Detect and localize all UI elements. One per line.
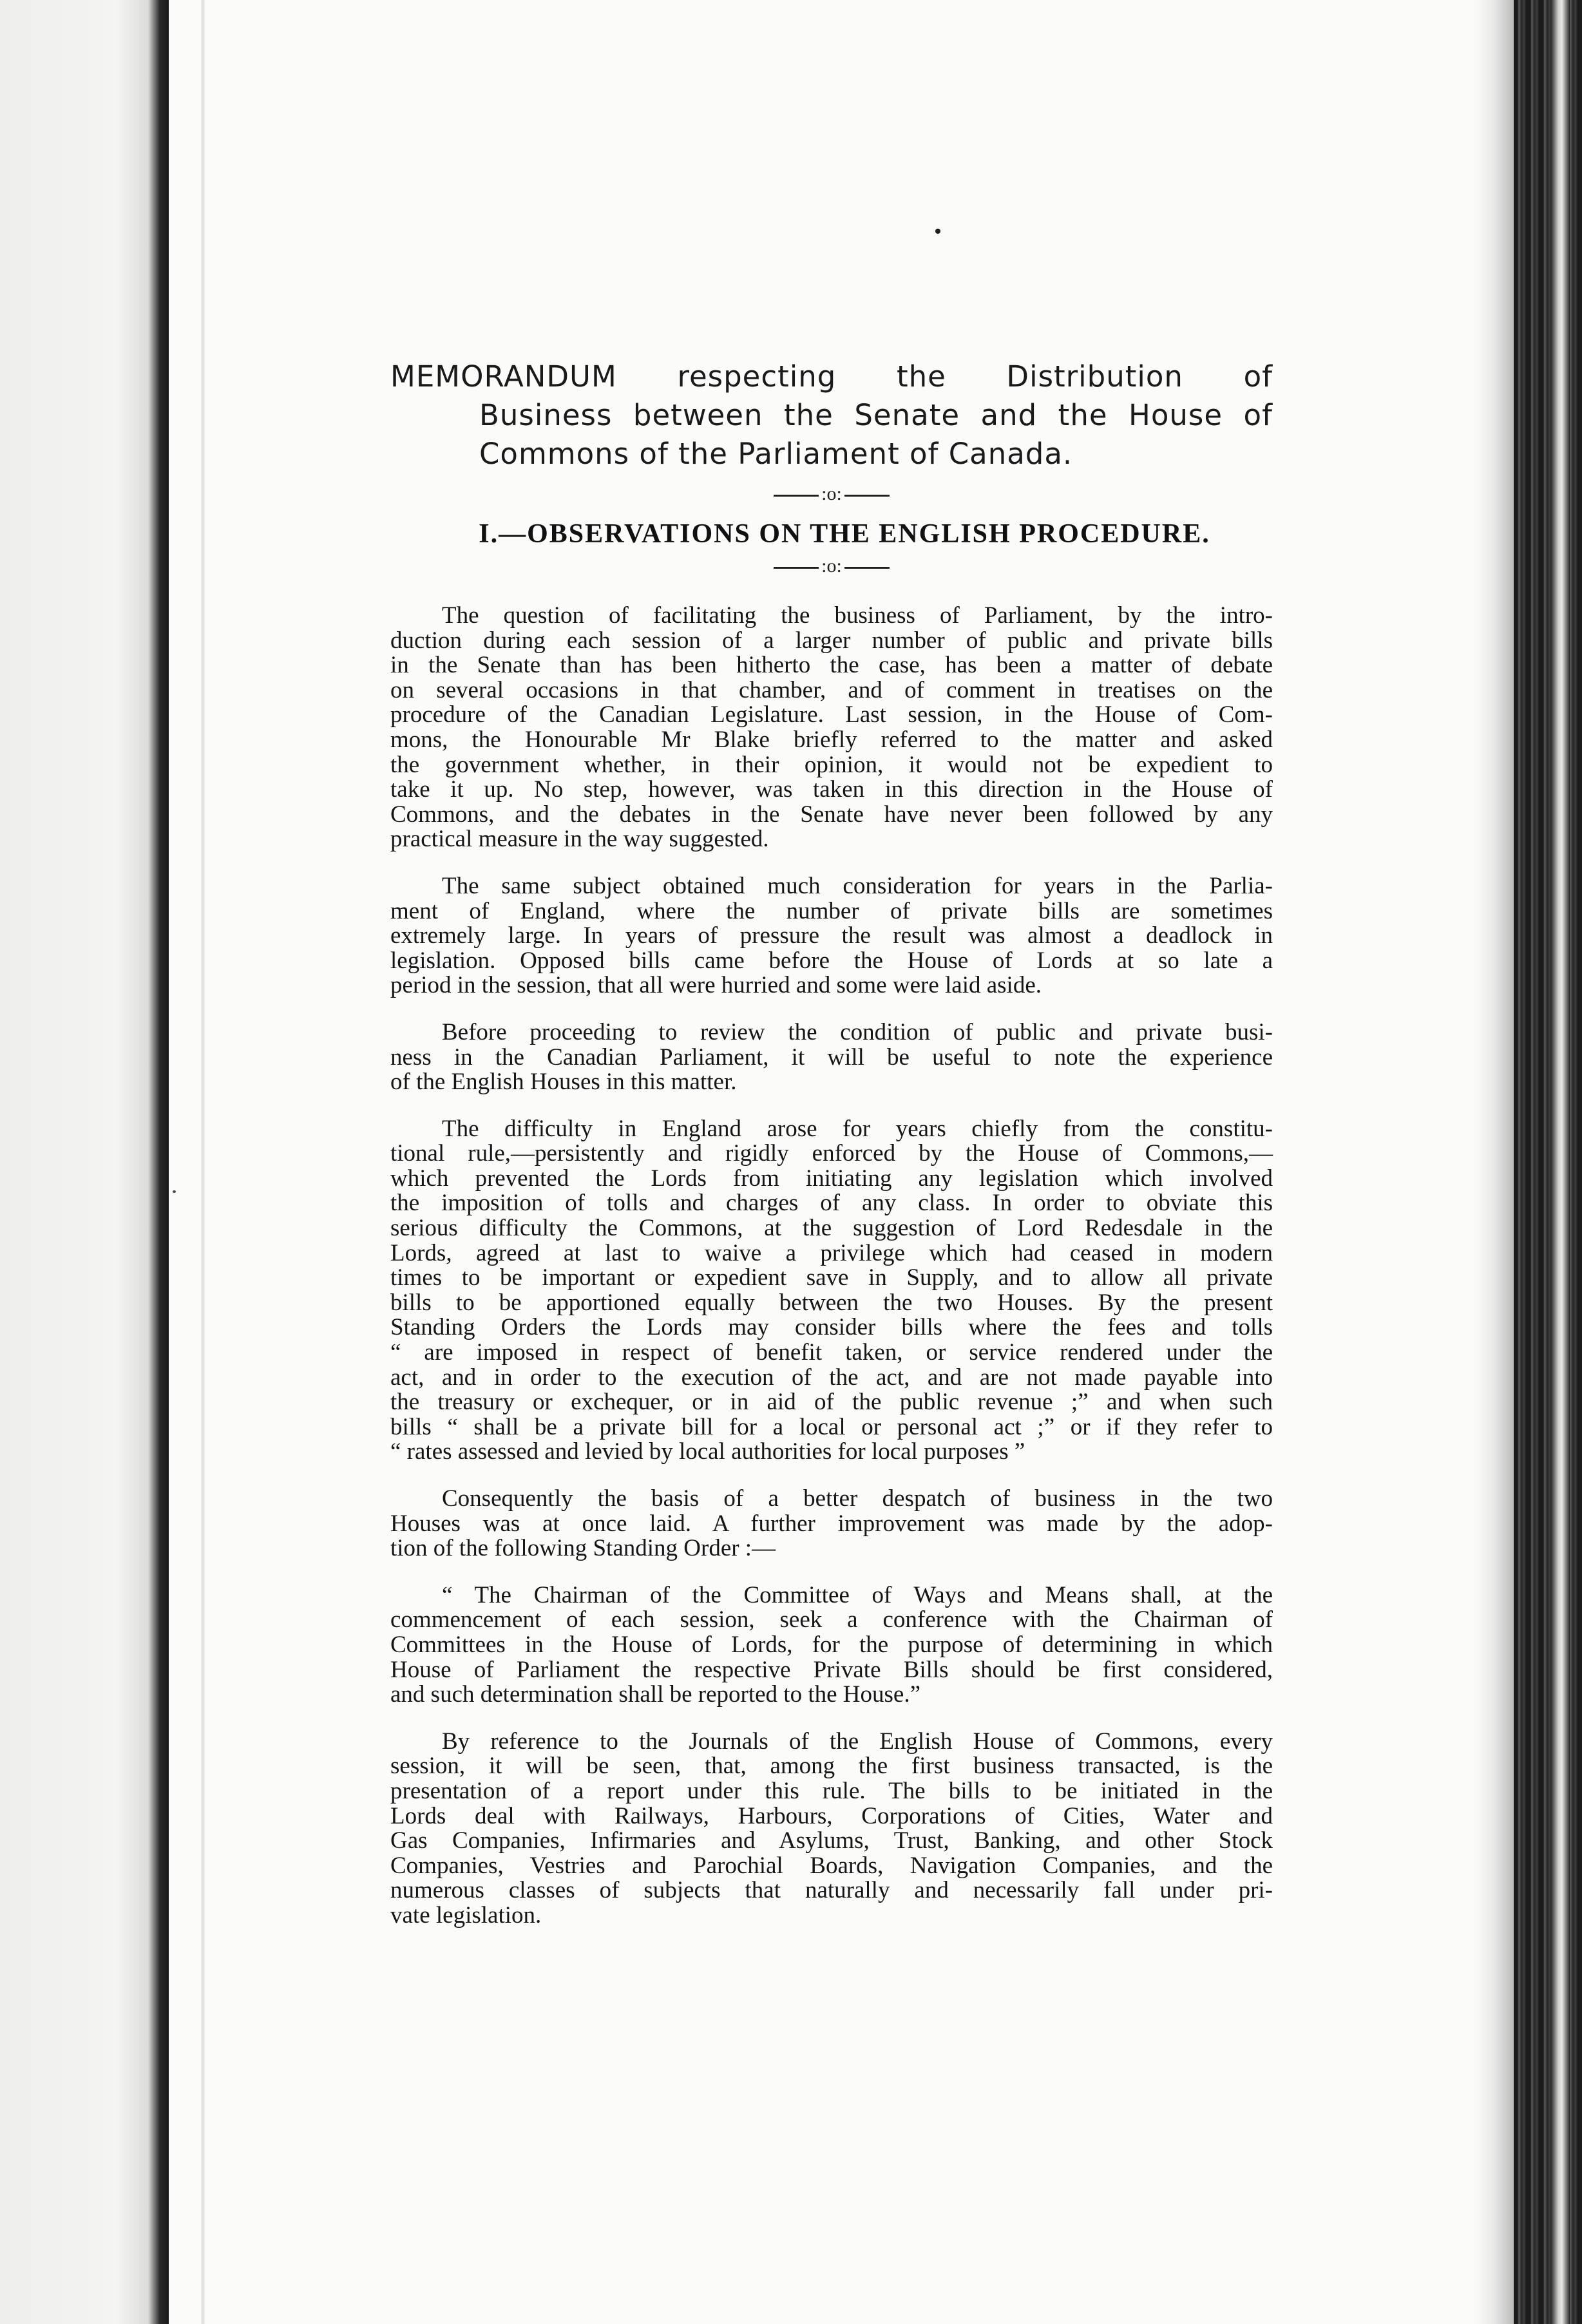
heading-word: of [1243,398,1273,432]
text-line: Consequently the basis of a better despatch of business in the two [442,1485,1273,1512]
text-line: “ The Chairman of the Committee of Ways and Means shall, at the [442,1581,1273,1608]
text-line: session, it will be seen, that, among the first business transacted, is the [390,1753,1273,1780]
heading-word: respecting [677,359,837,394]
ink-speck [935,229,940,234]
separator-dash [844,495,890,497]
heading-word: House [1129,398,1223,432]
text-line: Gas Companies, Infirmaries and Asylums, Trust, Banking, and other Stock [390,1827,1273,1854]
text-line: duction during each session of a larger number of public and private bills [390,627,1273,654]
text-line: vate legislation. [390,1901,542,1929]
heading-word: and [980,398,1038,432]
text-line: tional rule,—persistently and rigidly enforced by the House of Commons,— [390,1140,1273,1167]
text-line: commencement of each session, seek a conference with the Chairman of [390,1606,1273,1633]
text-line: Before proceeding to review the condition of public and private busi- [442,1018,1273,1045]
text-line: the imposition of tolls and charges of any class. In order to obviate this [390,1190,1273,1217]
separator-ornament [390,480,1273,508]
paragraph [390,1729,1273,1929]
text-line: on several occasions in that chamber, and of comment in treatises on the [390,676,1273,703]
right-page-edge [1551,0,1569,2324]
text-line: take it up. No step, however, was taken in this direction in the House of [390,776,1273,803]
text-line: Houses was at once laid. A further improvement was made by the adop- [390,1510,1273,1537]
text-line: presentation of a report under this rule. The bills to be initiated in the [390,1777,1273,1804]
text-line: By reference to the Journals of the English House of Commons, every [442,1728,1273,1755]
text-line: tion of the following Standing Order :— [390,1535,776,1562]
memorandum-heading [390,357,1273,473]
text-line: The question of facilitating the business of Parliament, by the intro- [442,602,1273,629]
text-line: times to be important or expedient save in Supply, and to allow all private [390,1264,1273,1291]
ink-speck [173,1190,176,1193]
page-fold-shadow [201,0,205,2324]
heading-word: of [1243,359,1273,394]
text-line: ness in the Canadian Parliament, it will be useful to note the experience [390,1043,1273,1071]
text-line: Companies, Vestries and Parochial Boards, Navigation Companies, and the [390,1852,1273,1879]
text-line: act, and in order to the execution of the act, and are not made payable into [390,1364,1273,1391]
text-line: bills “ shall be a private bill for a local or personal act ;” or if they refer to [390,1413,1273,1440]
text-line: of the English Houses in this matter. [390,1069,737,1096]
text-line: which prevented the Lords from initiating any legislation which involved [390,1165,1273,1192]
text-line: bills to be apportioned equally between the two Houses. By the present [390,1289,1273,1316]
binding-edge [0,0,169,2324]
text-line: serious difficulty the Commons, at the suggestion of Lord Redesdale in the [390,1215,1273,1242]
heading-word: Senate [854,398,960,432]
text-line: “ rates assessed and levied by local authorities for local purposes ” [390,1438,1025,1465]
text-line: the government whether, in their opinion, it would not be expedient to [390,751,1273,778]
separator-dash [774,567,819,569]
text-line: numerous classes of subjects that naturally and necessarily fall under pri- [390,1877,1273,1904]
paragraph [390,1487,1273,1561]
right-book-edge [1514,0,1582,2324]
text-line: “ are imposed in respect of benefit taken, or service rendered under the [390,1339,1273,1366]
heading-word: MEMORANDUM [390,359,617,394]
text-line: Commons, and the debates in the Senate have never been followed by any [390,801,1273,828]
text-line: mons, the Honourable Mr Blake briefly referred to the matter and asked [390,726,1273,753]
text-line: Committees in the House of Lords, for the purpose of determining in which [390,1631,1273,1658]
text-line: period in the session, that all were hurried and some were laid aside. [390,972,1042,999]
text-line: extremely large. In years of pressure the result was almost a deadlock in [390,922,1273,949]
heading-word: the [1058,398,1108,432]
text-line: in the Senate than has been hitherto the case, has been a matter of debate [390,652,1273,679]
text-line: practical measure in the way suggested. [390,826,769,853]
heading-word: the [784,398,834,432]
paragraph [390,1583,1273,1708]
text-line: The difficulty in England arose for years chiefly from the constitu- [442,1115,1273,1142]
text-line: The same subject obtained much consideration for years in the Parlia- [442,872,1273,899]
document-body [390,357,1273,1929]
paragraph [390,604,1273,852]
separator-dash [844,567,890,569]
text-line: the treasury or exchequer, or in aid of the public revenue ;” and when such [390,1389,1273,1416]
body-text [390,604,1273,1929]
paragraph [390,1020,1273,1095]
heading-line-2 [390,396,1273,435]
paragraph [390,1117,1273,1465]
separator-mark: :o: [821,555,842,576]
heading-word: Distribution [1006,359,1183,394]
heading-word: the [896,359,946,394]
paragraph [390,874,1273,998]
heading-line-1 [390,357,1273,396]
heading-word: between [633,398,763,432]
text-line: ment of England, where the number of private bills are sometimes [390,897,1273,924]
right-page-shadow [1475,0,1514,2324]
text-line: Standing Orders the Lords may consider bills where the fees and tolls [390,1314,1273,1341]
text-line: Lords deal with Railways, Harbours, Corporations of Cities, Water and [390,1802,1273,1829]
separator-dash [774,495,819,497]
separator-mark: :o: [821,483,842,504]
section-heading: I.—OBSERVATIONS ON THE ENGLISH PROCEDURE. [479,519,1210,549]
text-line: legislation. Opposed bills came before the House of Lords at so late a [390,947,1273,974]
text-line: procedure of the Canadian Legislature. Last session, in the House of Com- [390,701,1273,729]
text-line: and such determination shall be reported to the House.” [390,1681,920,1708]
heading-word: Business [479,398,613,432]
heading-line-3: Commons of the Parliament of Canada. [479,437,1073,471]
text-line: House of Parliament the respective Private Bills should be first considered, [390,1656,1273,1683]
separator-ornament [390,552,1273,580]
text-line: Lords, agreed at last to waive a privilege which had ceased in modern [390,1239,1273,1266]
